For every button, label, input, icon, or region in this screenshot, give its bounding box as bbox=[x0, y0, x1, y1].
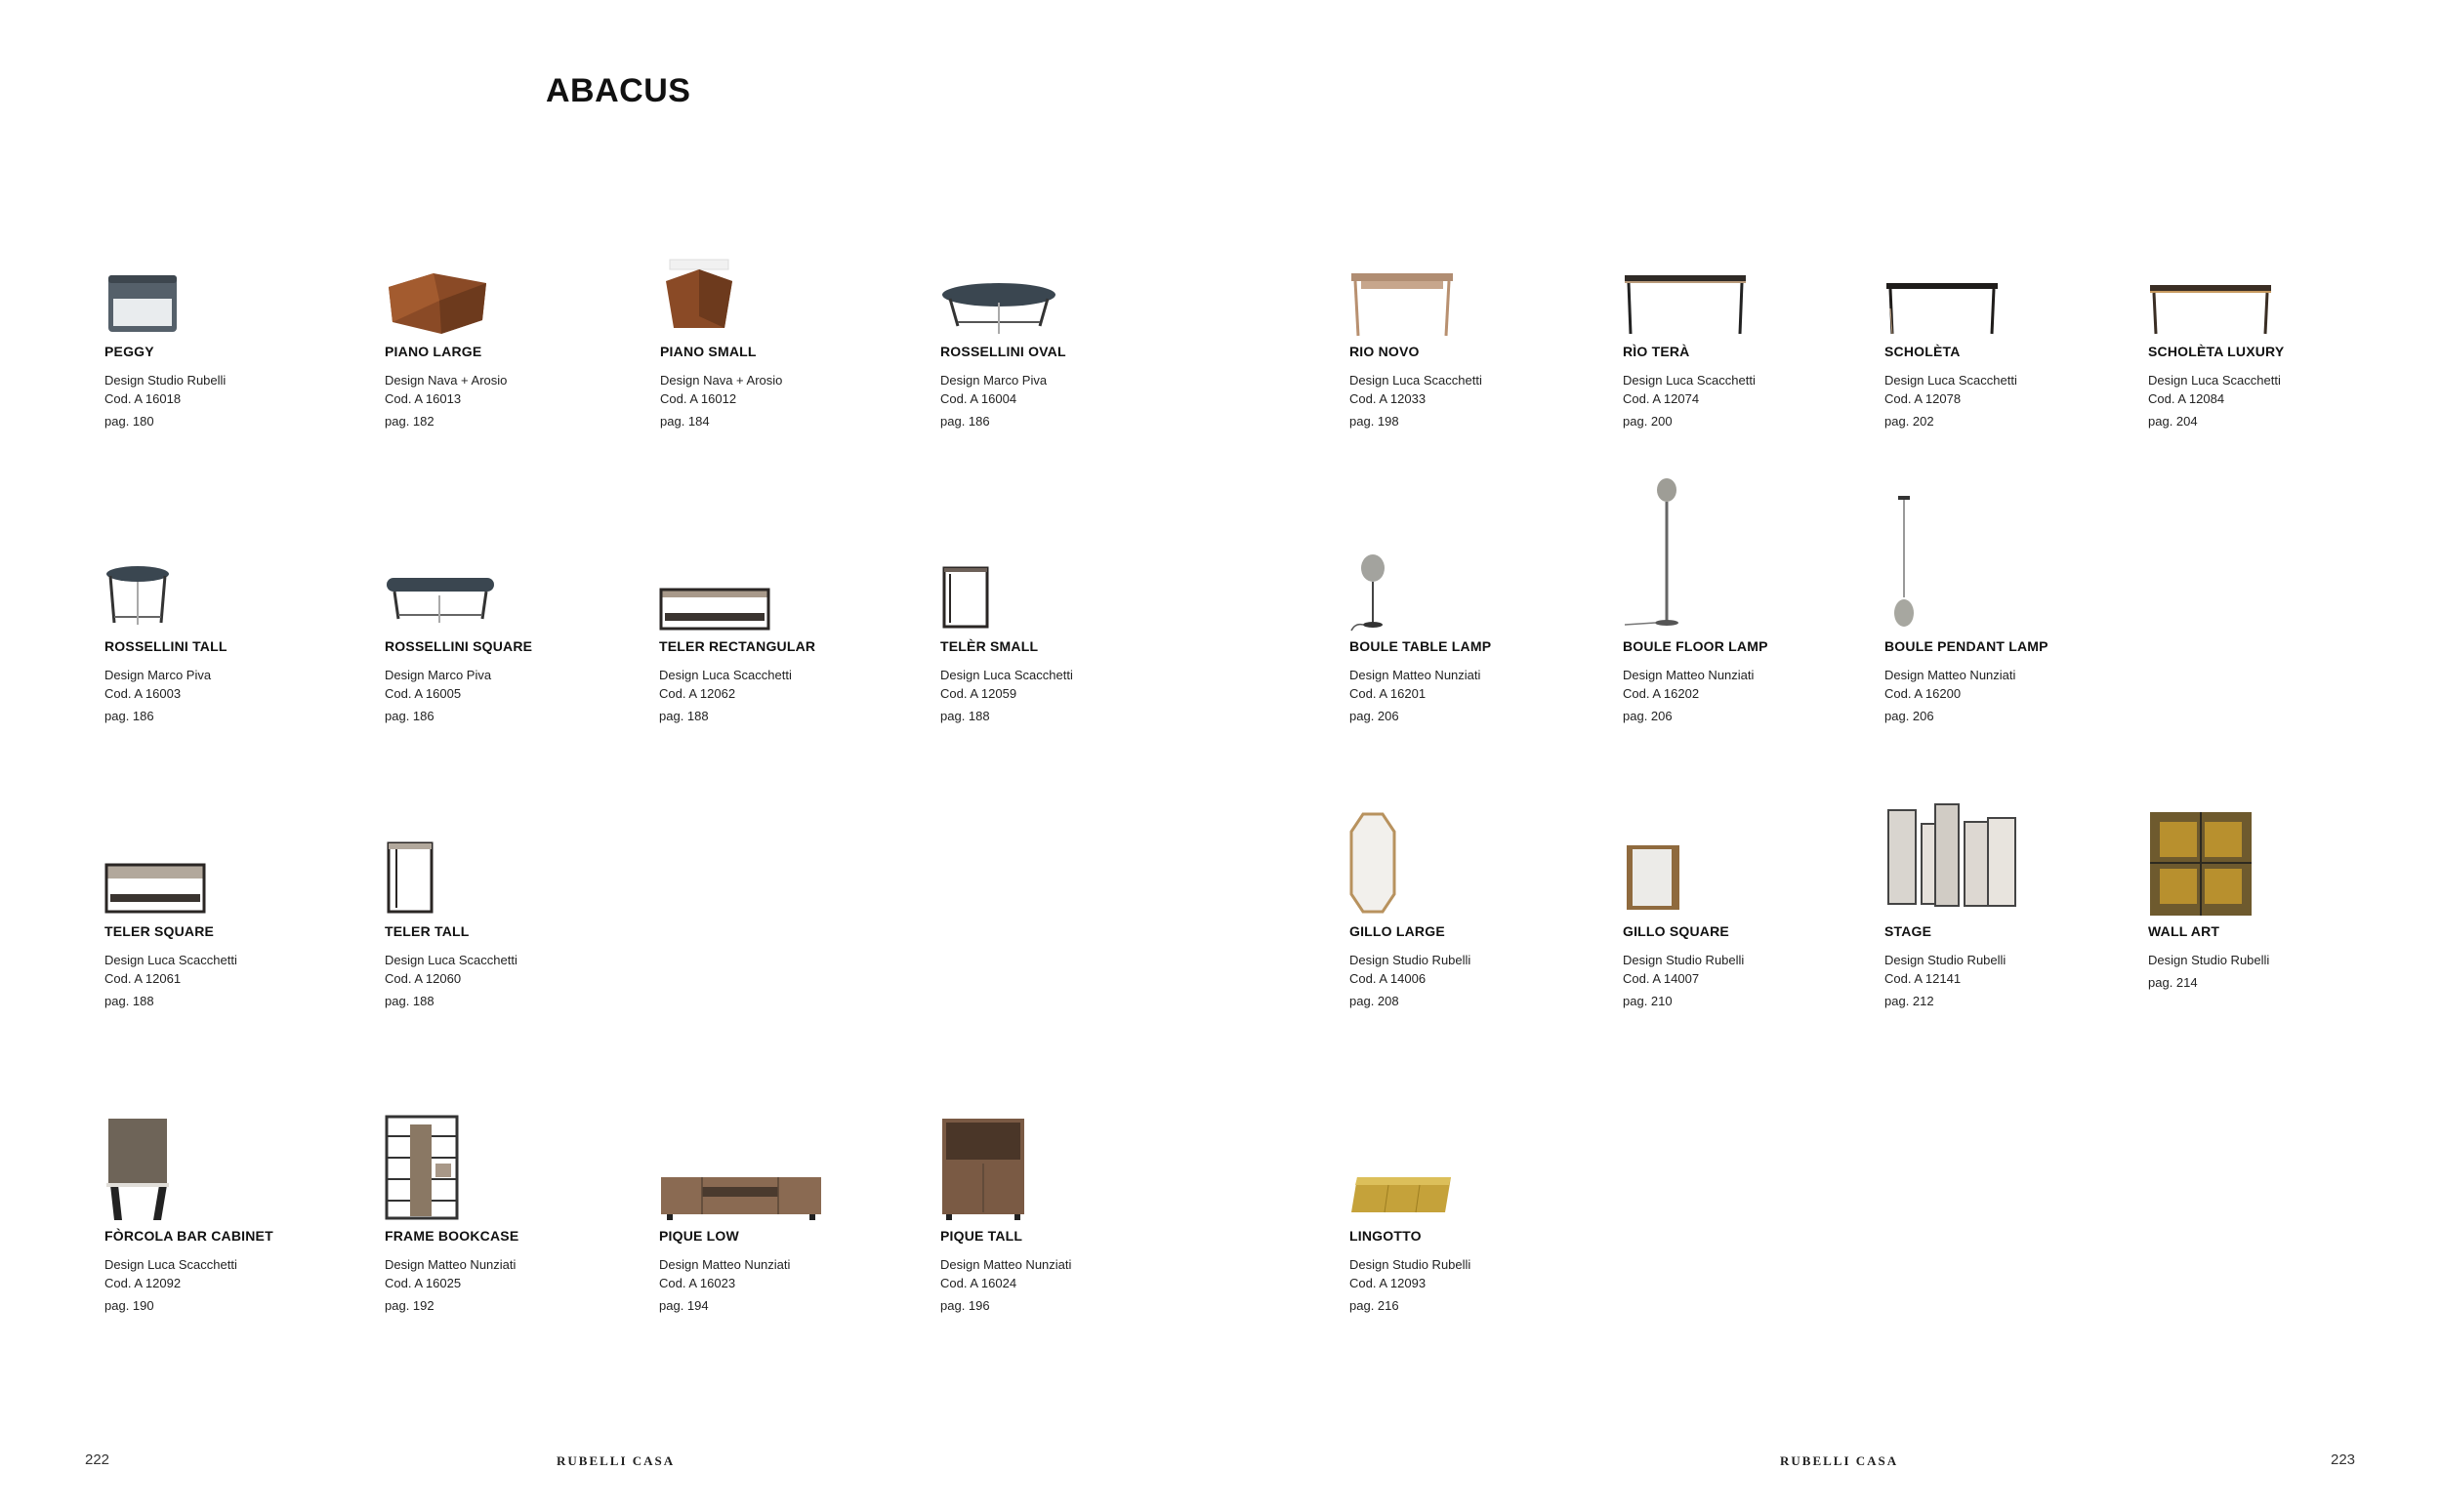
product-code: Cod. A 16025 bbox=[385, 1276, 462, 1290]
product-designer: Design Nava + Arosio bbox=[385, 373, 508, 388]
product-designer: Design Luca Scacchetti bbox=[104, 1257, 237, 1272]
product-page-ref: pag. 188 bbox=[104, 994, 154, 1008]
product-page-ref: pag. 192 bbox=[385, 1298, 434, 1313]
product-designer: Design Luca Scacchetti bbox=[940, 668, 1073, 682]
product-code: Cod. A 16003 bbox=[104, 686, 182, 701]
product-page-ref: pag. 184 bbox=[660, 414, 710, 429]
product-code: Cod. A 12060 bbox=[385, 971, 462, 986]
product-code: Cod. A 16024 bbox=[940, 1276, 1017, 1290]
product-card bbox=[1349, 830, 1593, 1054]
product-designer: Design Luca Scacchetti bbox=[385, 953, 517, 967]
product-page-ref: pag. 196 bbox=[940, 1298, 990, 1313]
product-designer: Design Studio Rubelli bbox=[2148, 953, 2270, 967]
pique-low-cabinet-icon bbox=[659, 1173, 893, 1271]
page-title: ABACUS bbox=[546, 72, 691, 109]
product-designer: Design Matteo Nunziati bbox=[1884, 668, 2016, 682]
product-card bbox=[2148, 250, 2392, 474]
product-page-ref: pag. 210 bbox=[1623, 994, 1673, 1008]
rossellini-square-table-icon bbox=[385, 574, 619, 672]
product-designer: Design Studio Rubelli bbox=[1623, 953, 1745, 967]
product-code: Cod. A 12093 bbox=[1349, 1276, 1427, 1290]
product-code: Cod. A 12078 bbox=[1884, 391, 1962, 406]
forcola-bar-cabinet-icon bbox=[104, 1115, 339, 1212]
product-designer: Design Matteo Nunziati bbox=[659, 1257, 791, 1272]
product-code: Cod. A 14006 bbox=[1349, 971, 1427, 986]
product-page-ref: pag. 186 bbox=[385, 709, 434, 723]
product-name: PIQUE LOW bbox=[659, 1228, 739, 1244]
product-designer: Design Marco Piva bbox=[104, 668, 212, 682]
product-page-ref: pag. 212 bbox=[1884, 994, 1934, 1008]
product-card bbox=[1349, 545, 1593, 769]
product-card bbox=[104, 1134, 349, 1359]
product-card bbox=[104, 545, 349, 769]
product-card bbox=[1623, 545, 1867, 769]
product-page-ref: pag. 206 bbox=[1884, 709, 1934, 723]
product-code: Cod. A 14007 bbox=[1623, 971, 1700, 986]
product-designer: Design Matteo Nunziati bbox=[1349, 668, 1481, 682]
product-code: Cod. A 12062 bbox=[659, 686, 736, 701]
product-name: WALL ART bbox=[2148, 923, 2220, 939]
product-code: Cod. A 16018 bbox=[104, 391, 182, 406]
product-name: PIQUE TALL bbox=[940, 1228, 1023, 1244]
product-card bbox=[104, 250, 349, 474]
product-page-ref: pag. 206 bbox=[1623, 709, 1673, 723]
product-page-ref: pag. 186 bbox=[104, 709, 154, 723]
product-code: Cod. A 12033 bbox=[1349, 391, 1427, 406]
product-name: STAGE bbox=[1884, 923, 1932, 939]
product-name: LINGOTTO bbox=[1349, 1228, 1422, 1244]
product-code: Cod. A 16013 bbox=[385, 391, 462, 406]
gillo-large-mirror-icon bbox=[1349, 810, 1584, 908]
product-designer: Design Luca Scacchetti bbox=[2148, 373, 2281, 388]
product-name: PIANO LARGE bbox=[385, 344, 482, 359]
product-name: PIANO SMALL bbox=[660, 344, 757, 359]
product-page-ref: pag. 204 bbox=[2148, 414, 2198, 429]
product-code: Cod. A 12092 bbox=[104, 1276, 182, 1290]
product-code: Cod. A 16023 bbox=[659, 1276, 736, 1290]
product-designer: Design Marco Piva bbox=[940, 373, 1048, 388]
product-card bbox=[104, 830, 349, 1054]
product-card bbox=[940, 545, 1184, 769]
product-name: GILLO SQUARE bbox=[1623, 923, 1729, 939]
product-page-ref: pag. 216 bbox=[1349, 1298, 1399, 1313]
product-designer: Design Studio Rubelli bbox=[104, 373, 227, 388]
product-card bbox=[659, 1134, 903, 1359]
product-designer: Design Studio Rubelli bbox=[1349, 1257, 1471, 1272]
product-name: RIO NOVO bbox=[1349, 344, 1420, 359]
right-page-number: 223 bbox=[2331, 1451, 2356, 1468]
product-card bbox=[1349, 1134, 1593, 1359]
product-name: ROSSELLINI TALL bbox=[104, 638, 228, 654]
rossellini-oval-table-icon bbox=[940, 279, 1175, 377]
product-code: Cod. A 12074 bbox=[1623, 391, 1700, 406]
product-name: GILLO LARGE bbox=[1349, 923, 1445, 939]
product-code: Cod. A 12084 bbox=[2148, 391, 2225, 406]
product-page-ref: pag. 188 bbox=[940, 709, 990, 723]
product-card bbox=[940, 250, 1184, 474]
product-designer: Design Luca Scacchetti bbox=[659, 668, 792, 682]
product-code: Cod. A 12141 bbox=[1884, 971, 1962, 986]
frame-bookcase-icon bbox=[385, 1115, 619, 1212]
gillo-square-mirror-icon bbox=[1623, 839, 1857, 937]
product-card bbox=[1623, 250, 1867, 474]
product-card bbox=[940, 1134, 1184, 1359]
product-page-ref: pag. 198 bbox=[1349, 414, 1399, 429]
product-name: ROSSELLINI OVAL bbox=[940, 344, 1066, 359]
product-page-ref: pag. 190 bbox=[104, 1298, 154, 1313]
product-code: Cod. A 16012 bbox=[660, 391, 737, 406]
product-card bbox=[385, 250, 629, 474]
product-name: FÒRCOLA BAR CABINET bbox=[104, 1228, 273, 1244]
product-name: TELER SQUARE bbox=[104, 923, 215, 939]
boule-pendant-lamp-icon bbox=[1884, 496, 2119, 593]
brand-left: RUBELLI CASA bbox=[557, 1453, 676, 1468]
product-name: BOULE TABLE LAMP bbox=[1349, 638, 1492, 654]
product-page-ref: pag. 188 bbox=[659, 709, 709, 723]
product-designer: Design Matteo Nunziati bbox=[1623, 668, 1755, 682]
product-name: BOULE FLOOR LAMP bbox=[1623, 638, 1768, 654]
product-code: Cod. A 12061 bbox=[104, 971, 182, 986]
product-code: Cod. A 16200 bbox=[1884, 686, 1962, 701]
product-name: TELÈR SMALL bbox=[940, 638, 1039, 654]
product-card bbox=[660, 250, 904, 474]
piano-small-table-icon bbox=[660, 260, 894, 357]
wall-art-panel-icon bbox=[2148, 810, 2382, 908]
product-page-ref: pag. 214 bbox=[2148, 975, 2198, 990]
product-designer: Design Luca Scacchetti bbox=[1884, 373, 2017, 388]
product-page-ref: pag. 188 bbox=[385, 994, 434, 1008]
product-code: Cod. A 16202 bbox=[1623, 686, 1700, 701]
product-page-ref: pag. 186 bbox=[940, 414, 990, 429]
product-card bbox=[1623, 830, 1867, 1054]
product-card bbox=[1349, 250, 1593, 474]
product-designer: Design Nava + Arosio bbox=[660, 373, 783, 388]
product-designer: Design Luca Scacchetti bbox=[1623, 373, 1756, 388]
product-name: SCHOLÈTA LUXURY bbox=[2148, 344, 2285, 359]
product-code: Cod. A 16004 bbox=[940, 391, 1017, 406]
product-page-ref: pag. 202 bbox=[1884, 414, 1934, 429]
product-designer: Design Studio Rubelli bbox=[1349, 953, 1471, 967]
boule-table-lamp-icon bbox=[1349, 554, 1584, 652]
product-page-ref: pag. 180 bbox=[104, 414, 154, 429]
product-designer: Design Studio Rubelli bbox=[1884, 953, 2007, 967]
lingotto-sideboard-icon bbox=[1349, 1173, 1584, 1271]
product-designer: Design Marco Piva bbox=[385, 668, 492, 682]
product-name: ROSSELLINI SQUARE bbox=[385, 638, 533, 654]
product-designer: Design Luca Scacchetti bbox=[104, 953, 237, 967]
teler-rectangular-table-icon bbox=[659, 584, 893, 681]
product-name: BOULE PENDANT LAMP bbox=[1884, 638, 2048, 654]
boule-floor-lamp-icon bbox=[1623, 476, 1857, 574]
product-code: Cod. A 12059 bbox=[940, 686, 1017, 701]
product-card bbox=[2148, 830, 2392, 1054]
product-designer: Design Matteo Nunziati bbox=[940, 1257, 1072, 1272]
stage-screen-icon bbox=[1884, 800, 2119, 898]
product-name: FRAME BOOKCASE bbox=[385, 1228, 519, 1244]
product-code: Cod. A 16005 bbox=[385, 686, 462, 701]
teler-tall-table-icon bbox=[385, 839, 619, 937]
pique-tall-cabinet-icon bbox=[940, 1115, 1175, 1212]
product-card bbox=[1884, 830, 2129, 1054]
product-page-ref: pag. 200 bbox=[1623, 414, 1673, 429]
product-card bbox=[1884, 250, 2129, 474]
product-card bbox=[659, 545, 903, 769]
product-card bbox=[1884, 545, 2129, 769]
product-name: PEGGY bbox=[104, 344, 154, 359]
product-page-ref: pag. 208 bbox=[1349, 994, 1399, 1008]
product-page-ref: pag. 206 bbox=[1349, 709, 1399, 723]
product-designer: Design Matteo Nunziati bbox=[385, 1257, 517, 1272]
product-designer: Design Luca Scacchetti bbox=[1349, 373, 1482, 388]
product-name: TELER TALL bbox=[385, 923, 470, 939]
product-page-ref: pag. 182 bbox=[385, 414, 434, 429]
product-name: TELER RECTANGULAR bbox=[659, 638, 816, 654]
product-card bbox=[385, 545, 629, 769]
product-card bbox=[385, 1134, 629, 1359]
brand-right: RUBELLI CASA bbox=[1780, 1453, 1899, 1468]
product-name: SCHOLÈTA bbox=[1884, 344, 1961, 359]
teler-square-table-icon bbox=[104, 859, 339, 957]
left-page-number: 222 bbox=[85, 1451, 110, 1468]
product-name: RÌO TERÀ bbox=[1623, 344, 1690, 359]
product-code: Cod. A 16201 bbox=[1349, 686, 1427, 701]
product-page-ref: pag. 194 bbox=[659, 1298, 709, 1313]
product-card bbox=[385, 830, 629, 1054]
